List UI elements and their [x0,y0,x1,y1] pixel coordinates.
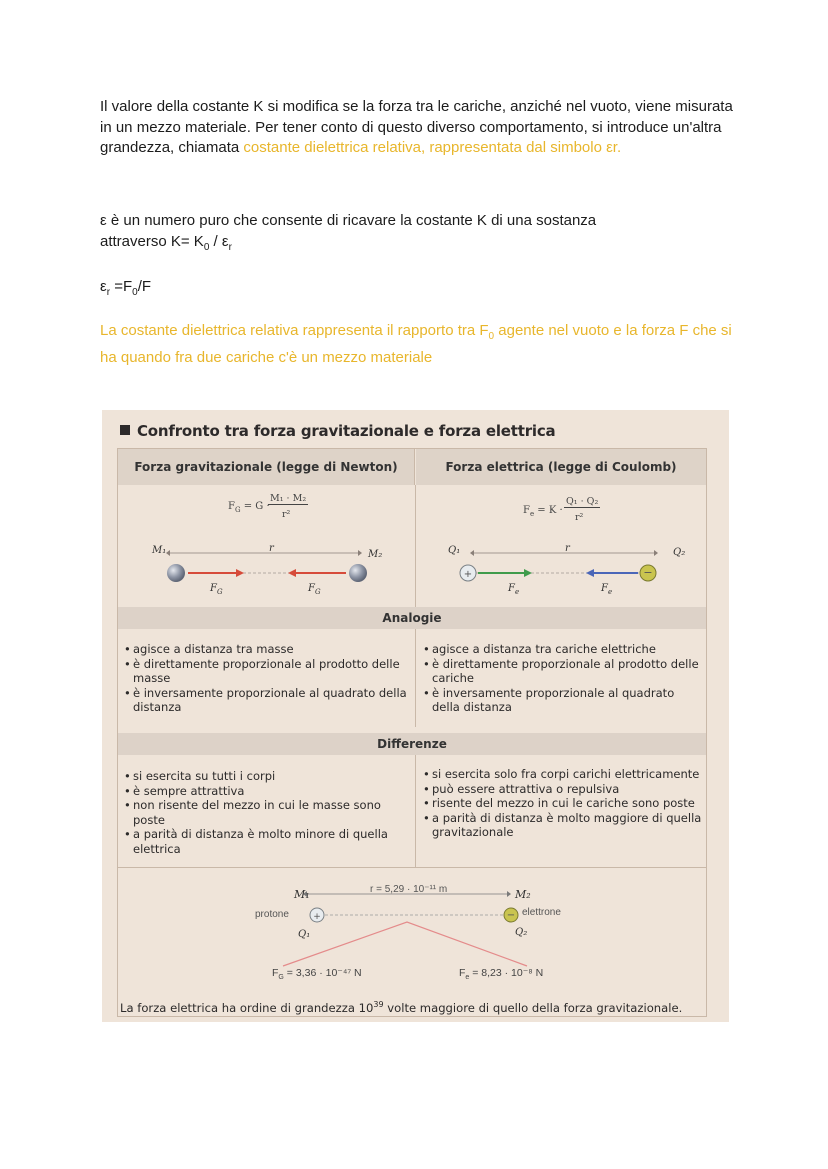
example-fg-sub: G [278,974,284,982]
list-item: • si esercita solo fra corpi carichi elettricamente [423,767,705,782]
fe-left-sub: e [514,588,520,596]
example-q2: Q₂ [515,927,528,938]
example-note-b: volte maggiore di quello della forza gravitazionale. [383,1000,683,1015]
title-square-icon [120,425,130,435]
formula-eps-sub2: 0 [132,287,138,298]
differenze-left-list [124,769,409,856]
example-m2: M₂ [515,888,531,901]
paragraph-intro-text: Il valore della costante K si modifica se la forza tra le cariche, anziché nel vuoto, viene misurata in un mezzo materiale. Per tener conto di questo diverso comportamento, si introduce un'altra grandezza, chiamata [100,98,733,156]
formula-epsilon [100,277,740,304]
list-item: • non risente del mezzo in cui le masse sono poste [124,798,409,827]
list-item: • può essere attrattiva o repulsiva [423,782,705,797]
label-fg-right [308,583,321,596]
label-fe-right [601,583,612,596]
svg-text:−: − [643,566,653,579]
formula-gravity [228,501,270,514]
svg-text:−: − [506,910,516,921]
example-note-a: La forza elettrica ha ordine di grandezza 10 [120,1000,374,1015]
label-m2: M₂ [368,549,383,560]
list-item: • a parità di distanza è molto maggiore di quella gravitazionale [423,811,705,840]
list-item: • è inversamente proporzionale al quadrato della distanza [124,686,409,715]
paragraph-epsilon [100,211,740,258]
distance-label: r = 5,29 · 10⁻¹¹ m [370,884,448,895]
paragraph-intro-highlight: costante dielettrica relativa, rappresentata dal simbolo εr. [243,139,622,156]
paragraph-epsilon-line1: ε è un numero puro che consente di ricavare la costante K di una sostanza [100,212,597,229]
formula-eps-sub: r [106,287,111,298]
paragraph-ratio-sub: 0 [488,331,495,342]
formula-eps-end: /F [137,278,152,295]
comparison-photo [102,410,729,1022]
fg-right-sub: G [314,588,321,596]
list-item: • è inversamente proporzionale al quadrato della distanza [423,686,703,715]
example-fe-val: = 8,23 · 10⁻⁸ N [469,967,544,979]
formula-electric [523,505,563,518]
example-note [120,1000,682,1015]
label-fg-left [210,583,223,596]
label-elettrone: elettrone [522,907,561,918]
fg-left-sub: G [216,588,223,596]
analogie-left-list [124,642,409,715]
example-fe-f: F [459,967,466,979]
label-protone: protone [255,909,289,920]
paragraph-ratio [100,321,740,368]
formula-k-sub2: r [228,241,232,253]
example-q1: Q₁ [298,929,311,940]
mass-1-ball [167,564,185,582]
differenze-right-list [423,767,705,840]
formula-electric-rest: = K · [534,505,563,516]
comparison-table [117,448,707,868]
formula-gravity-sub: G [234,506,241,514]
band-analogie: Analogie [118,607,706,629]
formula-k-text: attraverso K= K [100,232,204,250]
band-differenze: Differenze [118,733,706,755]
example-m1: M₁ [294,888,310,901]
svg-text:+: + [463,569,473,580]
list-item: • è direttamente proporzionale al prodotto delle cariche [423,657,703,686]
mass-2-ball [349,564,367,582]
divider-analogie [415,629,416,727]
fg-left-f: F [210,583,217,594]
label-m1: M₁ [152,545,167,556]
example-fe-sub: e [465,974,470,982]
paragraph-intro [100,97,740,159]
fe-left-f: F [508,583,515,594]
header-gravity: Forza gravitazionale (legge di Newton) [118,449,415,485]
list-item: • agisce a distanza tra masse [124,642,409,657]
formula-k-mid: / ε [209,232,229,250]
fe-right-f: F [601,583,608,594]
formula-gravity-den: r² [282,509,291,520]
label-q2: Q₂ [673,547,686,558]
formula-electric-f: F [523,505,530,516]
fe-right-sub: e [607,588,613,596]
formula-eps: ε [100,278,107,295]
gravity-left-arrowhead [166,550,170,556]
fg-right-f: F [308,583,315,594]
list-item: • è direttamente proporzionale al prodotto delle masse [124,657,409,686]
label-r-left: r [269,543,274,554]
formula-k-sub: 0 [203,241,210,253]
svg-text:+: + [313,912,321,922]
example-fg-f: F [272,967,279,979]
list-item: • a parità di distanza è molto minore di quella elettrica [124,827,409,856]
formula-gravity-rest: = G · [240,501,270,512]
list-item: • agisce a distanza tra cariche elettriche [423,642,703,657]
example-fg-val: = 3,36 · 10⁻⁴⁷ N [283,967,362,979]
table-title [120,422,555,440]
table-title-text: Confronto tra forza gravitazionale e forza elettrica [137,422,556,440]
paragraph-ratio-b: agente nel vuoto e la forza F che si ha quando fra due cariche c'è un mezzo materiale [100,322,732,366]
example-fe [459,967,543,981]
header-electric: Forza elettrica (legge di Coulomb) [416,449,706,485]
example-fg [272,967,362,981]
formula-gravity-num: M₁ · M₂ [270,493,307,504]
formula-electric-num: Q₁ · Q₂ [566,496,599,507]
formula-electric-den: r² [575,512,584,523]
label-q1: Q₁ [448,545,461,556]
example-note-exp: 39 [373,1000,384,1009]
analogie-right-list [423,642,703,715]
formula-eps-eq: =F [110,278,133,295]
formula-electric-sub: e [529,510,535,518]
gravity-right-arrowhead [358,550,362,556]
divider-differenze [415,755,416,867]
list-item: • risente del mezzo in cui le cariche sono poste [423,796,705,811]
force-bracket [283,922,527,966]
label-fe-left [508,583,519,596]
label-r-right: r [565,543,570,554]
formula-gravity-f: F [228,501,235,512]
paragraph-ratio-a: La costante dielettrica relativa rappresenta il rapporto tra F [100,322,489,339]
paragraph-epsilon-line2 [100,232,740,259]
list-item: • si esercita su tutti i corpi [124,769,409,784]
list-item: • è sempre attrattiva [124,784,409,799]
